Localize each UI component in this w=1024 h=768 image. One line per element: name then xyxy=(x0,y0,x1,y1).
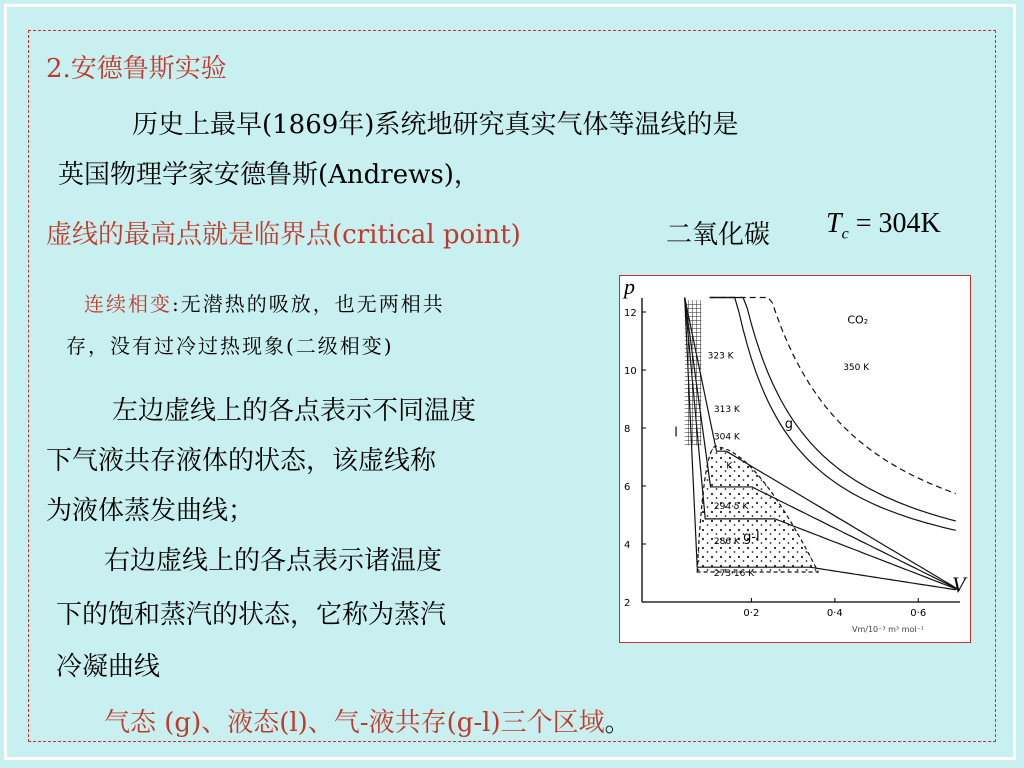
y-tick-label: 6 xyxy=(624,482,631,493)
intro-line-2: 英国物理学家安德鲁斯(Andrews)， xyxy=(58,160,480,190)
isotherm-label: 304 K xyxy=(713,432,740,443)
x-axis-label: V xyxy=(952,572,966,597)
left-para-line-2: 下气液共存液体的状态，该虚线称 xyxy=(46,446,437,476)
isotherm-label: 273·16 K xyxy=(713,568,755,579)
left-para-line-3: 为液体蒸发曲线； xyxy=(46,496,255,526)
co2-label: 二氧化碳 xyxy=(666,220,771,250)
y-tick-label: 2 xyxy=(624,598,631,609)
region-label-gas: g xyxy=(784,417,794,432)
isotherm-label: 294·5 K xyxy=(713,502,749,513)
x-axis-caption: Vm/10⁻³ m³ mol⁻¹ xyxy=(852,625,924,634)
x-tick-label: 0·6 xyxy=(910,608,927,619)
tc-symbol: T xyxy=(826,208,842,239)
intro-line-1: 历史上最早(1869年)系统地研究真实气体等温线的是 xyxy=(132,110,739,140)
right-para-line-3: 冷凝曲线 xyxy=(56,652,161,682)
isotherm-label: 313 K xyxy=(713,405,740,416)
continuous-transition-line xyxy=(84,288,445,317)
right-para-line-1: 右边虚线上的各点表示诸温度 xyxy=(104,546,443,576)
critical-point-k-label: K xyxy=(726,461,733,472)
right-para-line-2: 下的饱和蒸汽的状态，它称为蒸汽 xyxy=(56,600,447,630)
gas-label: CO₂ xyxy=(847,313,869,327)
critical-point-text: 虚线的最高点就是临界点(critical point) xyxy=(46,220,521,250)
y-tick-label: 4 xyxy=(624,540,631,551)
section-title: 2.安德鲁斯实验 xyxy=(46,54,227,84)
y-tick-label: 12 xyxy=(624,308,637,319)
critical-temperature xyxy=(826,208,941,244)
isotherm-plot xyxy=(620,276,972,644)
regions-summary-text: 气态 (g)、液态(l)、气-液共存(g-l)三个区域 xyxy=(104,708,605,738)
region-label-coexist: g-l xyxy=(743,530,760,546)
continuous-transition-text-2: 存，没有过冷过热现象(二级相变) xyxy=(66,334,394,358)
regions-summary xyxy=(104,702,631,739)
continuous-transition-label: 连续相变 xyxy=(84,292,172,316)
continuous-transition-text-1: :无潜热的吸放，也无两相共 xyxy=(172,292,445,316)
left-para-line-1: 左边虚线上的各点表示不同温度 xyxy=(112,396,477,426)
tc-subscript: c xyxy=(841,225,849,243)
tc-value: = 304K xyxy=(855,208,941,239)
isotherm-label: 350 K xyxy=(843,363,870,373)
liquid-region xyxy=(685,300,702,445)
y-tick-label: 10 xyxy=(624,366,637,377)
isotherm-label: 323 K xyxy=(707,351,734,362)
x-tick-label: 0·2 xyxy=(743,608,760,619)
y-axis-label: p xyxy=(624,276,635,299)
isotherm-label: 286 K xyxy=(713,537,740,547)
region-label-liquid: l xyxy=(674,425,678,441)
y-tick-label: 8 xyxy=(624,424,631,435)
x-tick-label: 0·4 xyxy=(826,608,843,619)
regions-summary-end: 。 xyxy=(604,708,631,738)
andrews-isotherm-chart xyxy=(619,275,971,643)
